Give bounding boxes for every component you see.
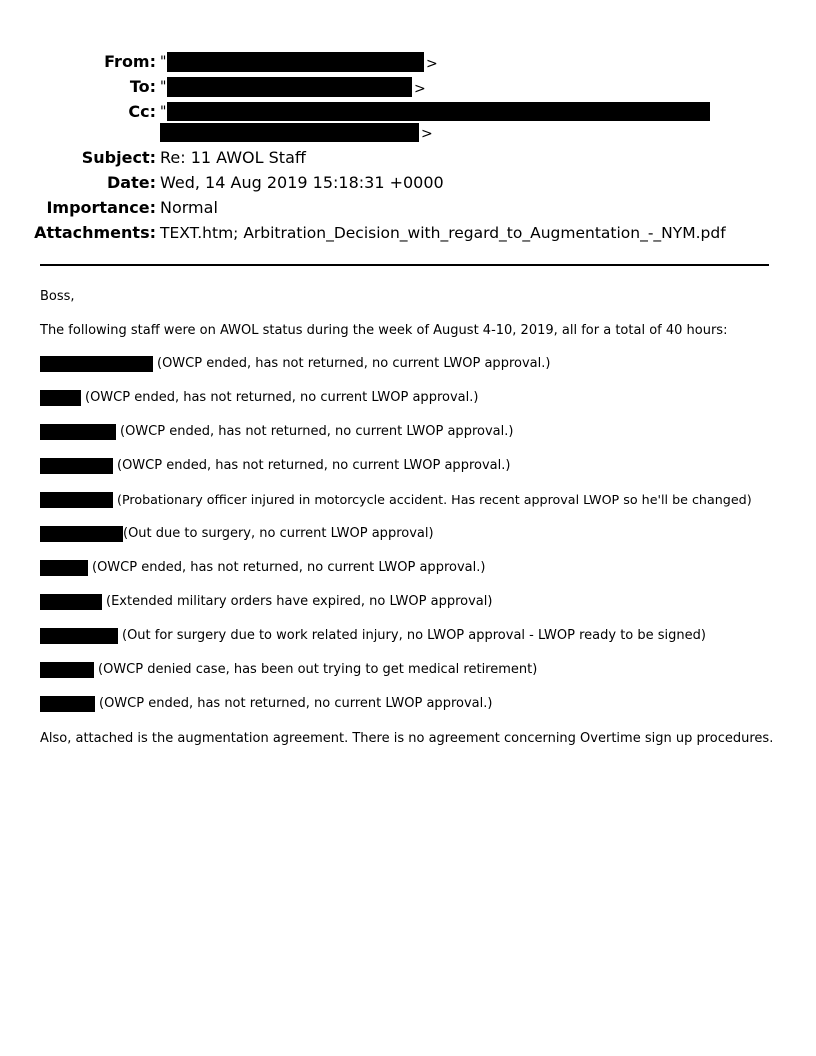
staff-note: (OWCP ended, has not returned, no current LWOP approval.) bbox=[92, 560, 486, 575]
staff-row bbox=[40, 696, 780, 712]
staff-note: (Out for surgery due to work related injury, no LWOP approval - LWOP ready to be signed) bbox=[122, 628, 706, 643]
staff-name-redaction bbox=[40, 424, 116, 440]
staff-note: (Extended military orders have expired, no LWOP approval) bbox=[106, 594, 493, 609]
from-redaction bbox=[167, 52, 424, 72]
staff-note: (OWCP denied case, has been out trying to get medical retirement) bbox=[98, 662, 538, 677]
staff-name-redaction bbox=[40, 390, 81, 406]
subject-field bbox=[0, 148, 816, 168]
staff-name-redaction bbox=[40, 492, 113, 508]
cc-redaction-line-1 bbox=[167, 102, 710, 121]
staff-name-redaction bbox=[40, 560, 88, 576]
staff-note: (OWCP ended, has not returned, no current LWOP approval.) bbox=[157, 356, 551, 371]
from-label: From: bbox=[104, 52, 156, 71]
to-close-angle: > bbox=[414, 81, 426, 97]
importance-value: Normal bbox=[160, 198, 218, 217]
staff-row bbox=[40, 356, 780, 372]
staff-note: (OWCP ended, has not returned, no current LWOP approval.) bbox=[85, 390, 479, 405]
staff-row bbox=[40, 662, 780, 678]
staff-row bbox=[40, 594, 780, 610]
staff-name-redaction bbox=[40, 458, 113, 474]
closing-paragraph: Also, attached is the augmentation agreement. There is no agreement concerning Overtime sign up procedures. bbox=[40, 731, 774, 746]
attachments-field bbox=[0, 223, 816, 243]
from-field bbox=[0, 52, 816, 72]
date-value: Wed, 14 Aug 2019 15:18:31 +0000 bbox=[160, 173, 444, 192]
staff-note: (Out due to surgery, no current LWOP approval) bbox=[123, 526, 434, 541]
staff-row bbox=[40, 424, 780, 440]
staff-row bbox=[40, 628, 780, 644]
to-redaction bbox=[167, 77, 412, 97]
staff-name-redaction bbox=[40, 696, 95, 712]
greeting: Boss, bbox=[40, 289, 75, 304]
staff-name-redaction bbox=[40, 526, 123, 542]
subject-label: Subject: bbox=[81, 148, 156, 167]
staff-note: (OWCP ended, has not returned, no current LWOP approval.) bbox=[117, 458, 511, 473]
subject-value: Re: 11 AWOL Staff bbox=[160, 148, 306, 167]
to-field bbox=[0, 77, 816, 97]
staff-note: (OWCP ended, has not returned, no current LWOP approval.) bbox=[99, 696, 493, 711]
attachments-value[interactable]: TEXT.htm; Arbitration_Decision_with_regard_to_Augmentation_-_NYM.pdf bbox=[160, 224, 726, 242]
staff-name-redaction bbox=[40, 356, 153, 372]
cc-label: Cc: bbox=[128, 102, 156, 121]
importance-field bbox=[0, 198, 816, 218]
date-label: Date: bbox=[107, 173, 156, 192]
date-field bbox=[0, 173, 816, 193]
staff-row bbox=[40, 492, 780, 508]
header-divider bbox=[40, 264, 769, 266]
to-label: To: bbox=[129, 77, 156, 96]
staff-name-redaction bbox=[40, 594, 102, 610]
staff-row bbox=[40, 458, 780, 474]
staff-row bbox=[40, 390, 780, 406]
staff-note: (OWCP ended, has not returned, no current LWOP approval.) bbox=[120, 424, 514, 439]
cc-open-quote: " bbox=[160, 104, 167, 120]
attachments-label: Attachments: bbox=[34, 223, 156, 242]
intro-paragraph: The following staff were on AWOL status during the week of August 4-10, 2019, all for a total of 40 hours: bbox=[40, 323, 728, 338]
cc-close-angle: > bbox=[421, 126, 433, 142]
importance-label: Importance: bbox=[46, 198, 156, 217]
staff-name-redaction bbox=[40, 628, 118, 644]
staff-row bbox=[40, 526, 780, 542]
cc-field bbox=[0, 102, 816, 142]
staff-row bbox=[40, 560, 780, 576]
staff-note: (Probationary officer injured in motorcycle accident. Has recent approval LWOP so he'll be changed) bbox=[117, 492, 752, 507]
cc-redaction-line-2 bbox=[160, 123, 419, 142]
staff-name-redaction bbox=[40, 662, 94, 678]
from-open-quote: " bbox=[160, 54, 167, 70]
from-close-angle: > bbox=[426, 56, 438, 72]
to-open-quote: " bbox=[160, 79, 167, 95]
